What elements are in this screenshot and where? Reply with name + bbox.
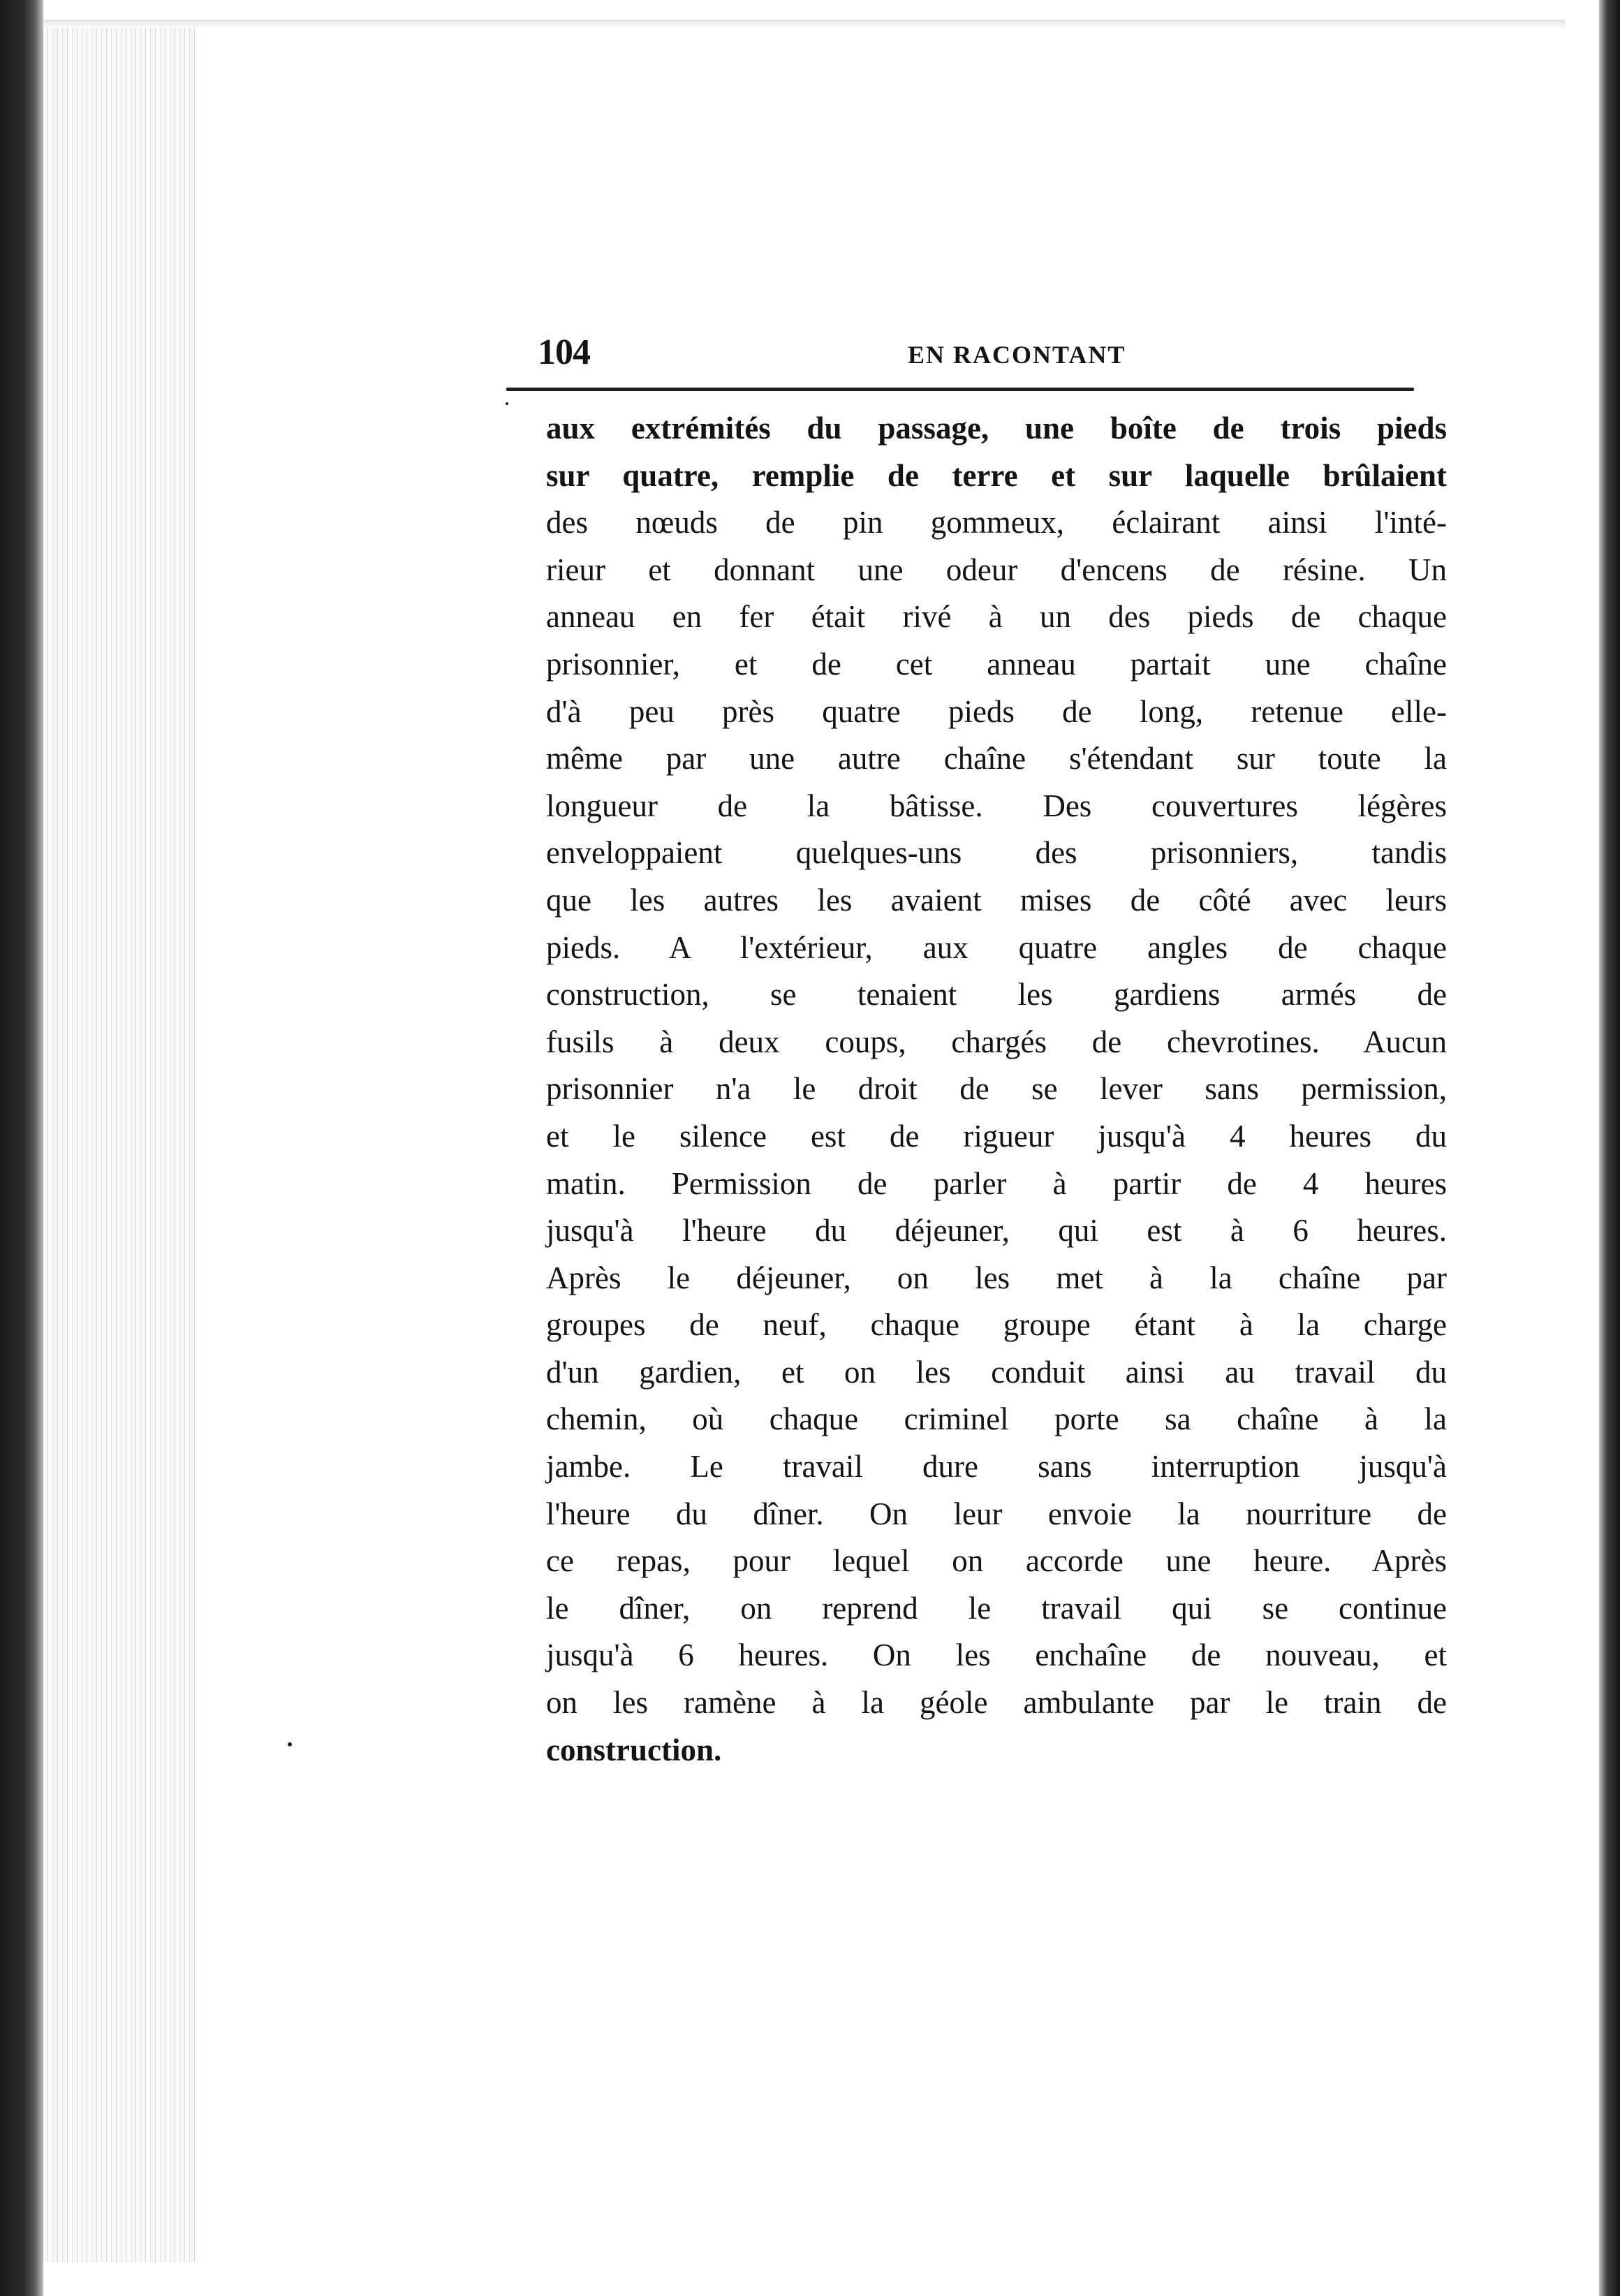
text-line: des nœuds de pin gommeux, éclairant ainsi l'inté-	[546, 505, 1447, 540]
text-line: et le silence est de rigueur jusqu'à 4 heures du	[546, 1118, 1447, 1154]
body-text	[546, 405, 1447, 1774]
text-line: construction.	[546, 1732, 722, 1767]
scan-speck	[288, 1742, 292, 1746]
text-line: prisonnier, et de cet anneau partait une chaîne	[546, 646, 1447, 682]
text-line: d'à peu près quatre pieds de long, retenue elle-	[546, 693, 1447, 729]
scan-speck	[506, 402, 508, 405]
text-line: jusqu'à 6 heures. On les enchaîne de nouveau, et	[546, 1638, 1447, 1673]
text-line: jusqu'à l'heure du déjeuner, qui est à 6 heures.	[546, 1213, 1447, 1249]
page-stack-edges	[43, 28, 197, 2262]
text-line: on les ramène à la géole ambulante par le train de	[546, 1685, 1447, 1721]
header-rule	[506, 388, 1414, 391]
text-line: le dîner, on reprend le travail qui se continue	[546, 1590, 1447, 1626]
text-line: aux extrémités du passage, une boîte de trois pieds	[546, 411, 1447, 446]
text-line: d'un gardien, et on les conduit ainsi au travail du	[546, 1354, 1447, 1390]
text-line: construction, se tenaient les gardiens armés de	[546, 977, 1447, 1013]
text-line: anneau en fer était rivé à un des pieds de chaque	[546, 599, 1447, 635]
text-line: que les autres les avaient mises de côté avec leurs	[546, 882, 1447, 918]
text-line: pieds. A l'extérieur, aux quatre angles de chaque	[546, 929, 1447, 965]
page-header	[538, 332, 1411, 381]
text-line: fusils à deux coups, chargés de chevrotines. Aucun	[546, 1024, 1447, 1059]
text-line: rieur et donnant une odeur d'encens de résine. Un	[546, 552, 1447, 587]
text-line: ce repas, pour lequel on accorde une heure. Après	[546, 1543, 1447, 1579]
text-line: groupes de neuf, chaque groupe étant à la charge	[546, 1307, 1447, 1343]
page-number: 104	[538, 332, 590, 372]
text-line: sur quatre, remplie de terre et sur laquelle brûlaient	[546, 457, 1447, 493]
text-line: jambe. Le travail dure sans interruption jusqu'à	[546, 1449, 1447, 1485]
text-line: longueur de la bâtisse. Des couvertures légères	[546, 788, 1447, 823]
scan-left-edge	[0, 0, 43, 2296]
scan-right-edge	[1599, 0, 1620, 2296]
text-line: même par une autre chaîne s'étendant sur toute la	[546, 741, 1447, 777]
text-line: l'heure du dîner. On leur envoie la nourriture de	[546, 1496, 1447, 1531]
text-line: matin. Permission de parler à partir de 4 heures	[546, 1165, 1447, 1201]
text-line: Après le déjeuner, on les met à la chaîne par	[546, 1260, 1447, 1295]
text-line: prisonnier n'a le droit de se lever sans permission,	[546, 1071, 1447, 1107]
running-title: EN RACONTANT	[908, 341, 1126, 369]
text-line: enveloppaient quelques-uns des prisonniers, tandis	[546, 835, 1447, 871]
text-line: chemin, où chaque criminel porte sa chaîne à la	[546, 1401, 1447, 1437]
